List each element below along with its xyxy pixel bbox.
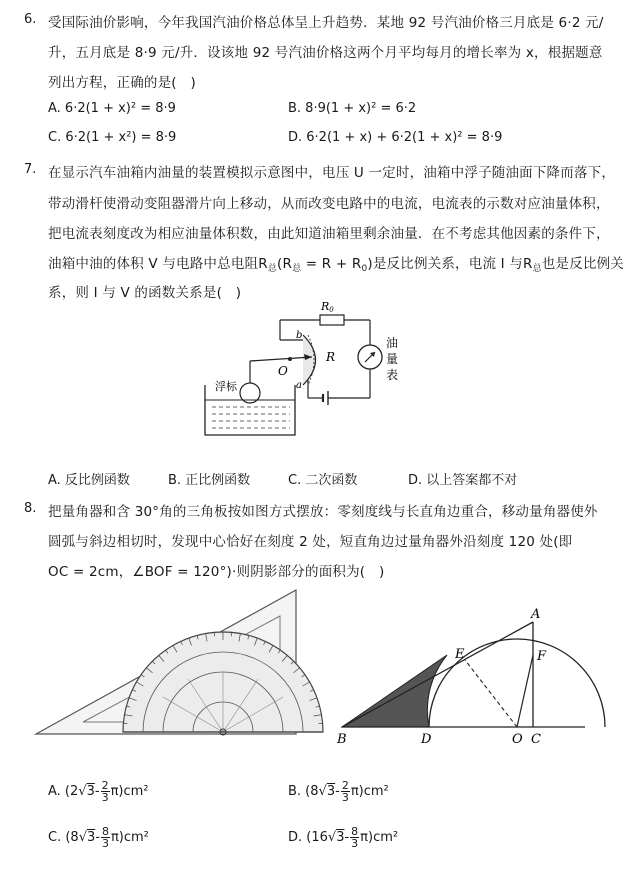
question-text-line: 受国际油价影响，今年我国汽油价格总体呈上升趋势．某地 92 号汽油价格三月底是 6·2 元/ — [48, 15, 604, 31]
option-b[interactable]: B. (8√3- $\frac{2}{3}$ π)cm² — [288, 779, 389, 804]
option-a[interactable]: A. 反比例函数 — [48, 473, 130, 488]
question-number: 6. — [24, 12, 37, 27]
label-b: b — [296, 330, 303, 341]
question-text-line: OC = 2cm，∠BOF = 120°)·则阴影部分的面积为( ) — [48, 564, 385, 580]
label-o: O — [512, 732, 523, 747]
label-f: F — [537, 649, 547, 664]
option-b[interactable]: B. 正比例函数 — [168, 473, 251, 488]
option-c[interactable]: C. 6·2(1 + x²) = 8·9 — [48, 130, 177, 145]
label-d: D — [421, 732, 432, 747]
question-text-line: 把电流表刻度改为相应油量体积数，由此知道油箱里剩余油量．在不考虑其他因素的条件下， — [48, 226, 610, 242]
label-c: C — [531, 732, 541, 747]
option-b[interactable]: B. 8·9(1 + x)² = 6·2 — [288, 101, 417, 116]
label-r: R — [326, 350, 336, 364]
question-text-line: 在显示汽车油箱内油量的装置模拟示意图中，电压 U 一定时，油箱中浮子随油面下降而落下， — [48, 165, 616, 181]
option-d[interactable]: D. 以上答案都不对 — [408, 473, 518, 488]
option-d[interactable]: D. 6·2(1 + x) + 6·2(1 + x)² = 8·9 — [288, 130, 503, 145]
label-r0: R0 — [321, 300, 334, 314]
question-number: 7. — [24, 162, 37, 177]
lever-icon — [250, 357, 312, 361]
option-a[interactable]: A. 6·2(1 + x)² = 8·9 — [48, 101, 176, 116]
geometry-figure — [335, 605, 597, 750]
option-d[interactable]: D. (16√3- $\frac{8}{3}$ π)cm² — [288, 825, 399, 850]
question-text-line: 带动滑杆使滑动变阻器滑片向上移动，从而改变电路中的电流，电流表的示数对应油量体积， — [48, 196, 610, 212]
protractor-triangle-photo — [28, 582, 333, 747]
question-text-line: 圆弧与斜边相切时，发现中心恰好在刻度 2 处，短直角边过量角器外沿刻度 120 处(即 — [48, 534, 573, 550]
option-c[interactable]: C. (8√3- $\frac{8}{3}$ π)cm² — [48, 825, 149, 850]
label-a: A — [531, 607, 541, 622]
question-number: 8. — [24, 501, 37, 516]
resistor-r0-icon — [320, 315, 344, 325]
option-a[interactable]: A. (2√3- $\frac{2}{3}$ π)cm² — [48, 779, 149, 804]
label-meter: 油 — [386, 336, 399, 350]
question-text-line: 油箱中油的体积 V 与电路中总电阻$R_总(R_总 = R + R_0)$是反比例关系，电流 I 与$R_总$也是反比例关 — [48, 256, 624, 274]
oil-gauge-circuit-figure — [200, 295, 410, 455]
label-float: 浮标 — [215, 380, 237, 393]
label-b: B — [337, 732, 347, 747]
label-meter: 量 — [386, 352, 399, 366]
label-e: E — [455, 647, 465, 662]
question-text-line: 列出方程，正确的是( ) — [48, 75, 196, 91]
label-o: O — [278, 364, 288, 378]
option-c[interactable]: C. 二次函数 — [288, 473, 358, 488]
question-text-line: 升，五月底是 8·9 元/升．设该地 92 号汽油价格这两个月平均每月的增长率为 x，根据题意 — [48, 45, 603, 61]
question-text-line: 系，则 I 与 V 的函数关系是( ) — [48, 285, 242, 301]
label-meter: 表 — [386, 368, 399, 382]
label-a: a — [296, 380, 302, 391]
question-text-line: 把量角器和含 30°角的三角板按如图方式摆放：零刻度线与长直角边重合，移动量角器使外 — [48, 504, 598, 520]
